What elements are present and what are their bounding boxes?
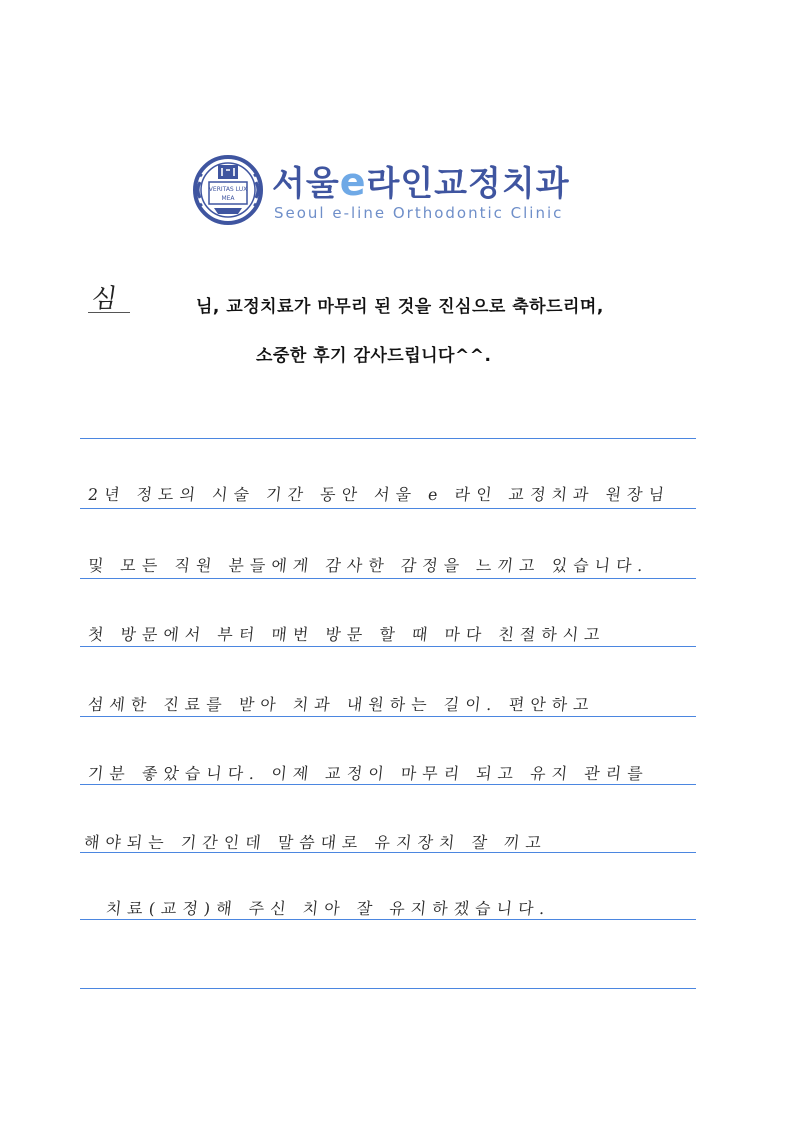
ruled-line (80, 508, 696, 509)
letter-line-5: 기분 좋았습니다. 이제 교정이 마무리 되고 유지 관리를 (86, 764, 650, 783)
clinic-name-korean (272, 156, 570, 205)
ruled-line (80, 646, 696, 647)
letter-line-4: 섬세한 진료를 받아 치과 내원하는 길이. 편안하고 (86, 695, 596, 714)
clinic-logo (192, 150, 592, 230)
letter-line-3: 첫 방문에서 부터 매번 방문 할 때 마다 친절하시고 (86, 625, 607, 644)
svg-text:MEA: MEA (221, 195, 235, 202)
greeting-line-1: 님, 교정치료가 마무리 된 것을 진심으로 축하드리며, (196, 297, 604, 317)
clinic-name-e: e (339, 160, 367, 204)
ruled-line (80, 716, 696, 717)
ruled-line (80, 438, 696, 439)
svg-text:VERITAS LUX: VERITAS LUX (208, 186, 248, 193)
letter-line-6: 해야되는 기간인데 말씀대로 유지장치 잘 끼고 (82, 833, 549, 852)
clinic-name-english: Seoul e-line Orthodontic Clinic (274, 204, 564, 222)
clinic-name-pre: 서울 (272, 164, 340, 204)
clinic-seal-icon (192, 152, 264, 228)
greeting-line-2: 소중한 후기 감사드립니다^^. (256, 346, 492, 366)
clinic-name-post: 라인교정치과 (366, 164, 570, 204)
patient-name-handwritten: 심 (89, 284, 119, 314)
letter-line-2: 및 모든 직원 분들에게 감사한 감정을 느끼고 있습니다. (86, 556, 650, 575)
ruled-line (80, 784, 696, 785)
letter-line-7: 치료(교정)해 주신 치아 잘 유지하겠습니다. (104, 899, 552, 918)
ruled-line (80, 578, 696, 579)
patient-name-underline (88, 312, 130, 313)
letter-line-1: 2년 정도의 시술 기간 동안 서울 e 라인 교정치과 원장님 (86, 485, 671, 504)
ruled-line (80, 852, 696, 853)
ruled-line (80, 988, 696, 989)
ruled-line (80, 919, 696, 920)
